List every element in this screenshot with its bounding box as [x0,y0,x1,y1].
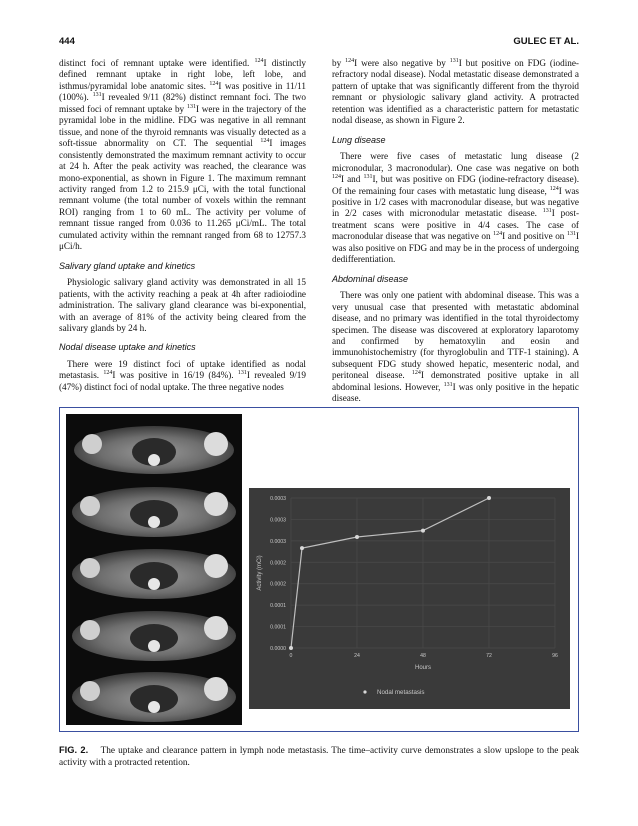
running-header-authors: GULEC ET AL. [513,36,579,47]
y-tick-label: 0.0003 [270,538,286,545]
section-heading: Nodal disease uptake and kinetics [59,342,196,353]
body-paragraph: Physiologic salivary gland activity was demonstrated in all 15 patients, with the activity reaching a peak at 4h after radioiodine administration. The salivary gland clearance was bi-exponential, with an average of 81% of the activity being cleared from the salivary glands by 24 h. [59,277,306,333]
figure-2 [59,407,579,732]
body-paragraph: distinct foci of remnant uptake were identified. $^{124}$I distinctly defined remnant uptake in right lobe, left lobe, and isthmus/pyramidal lobe anatomic sites. $^{124}$I was positive in 11/11 (100%). $^{131}$I revealed 9/11 (82%) distinct remnant foci. The two missed foci of remnant uptake by $^{131}$I were in the trajectory of the pyramidal lobe in the midline. FDG was negative in all remnant tissue, and none of the thyroid remnants was visually detected as a soft-tissue abnormality on CT. The sequential $^{124}$I images consistently demonstrated the maximum remnant activity to occur at 24 h. After the peak activity was reached, the clearance was mono-exponential, as shown in Figure 1. The maximum remnant activity ranged from 1.2 to 215.9 μCi, with the total functional remnant volume (the total number of voxels within the remnant ROI) ranging from 1 to 60 mL. The activity per volume of remnant tissue ranged from 0.036 to 11.265 μCi/mL. The total cumulated activity within the remnant ranged from 68 to 12757.3 μCi/h. [59,57,306,252]
page-number: 444 [59,36,75,47]
data-point [355,535,359,539]
ct-scan-stack [66,414,242,725]
ct-slice-2 [72,487,236,537]
y-axis-label: Activity (mCi) [257,555,263,591]
isotope-superscript: 124 [103,370,113,377]
ct-slice-4 [72,611,236,661]
section-heading: Abdominal disease [332,273,409,284]
isotope-superscript: 131 [443,381,453,388]
section-heading: Salivary gland uptake and kinetics [59,260,196,271]
y-tick-label: 0.0001 [270,603,286,610]
isotope-superscript: 124 [549,185,559,192]
isotope-superscript: 124 [260,138,270,145]
body-paragraph: by $^{124}$I were also negative by $^{131}$I but positive on FDG (iodine-refractory nodal disease). Nodal metastatic disease demonstrated a pattern of uptake that was significantly different from the thyroid remnant or physiologic salivary gland activity. A protracted retention was identified as a characteristic pattern for metastatic nodal disease, as shown in Figure 2. [332,57,579,126]
y-tick-label: 0.0001 [270,624,286,631]
ct-slice-3 [72,549,236,599]
data-point [421,529,425,533]
caption-label: FIG. 2. [59,745,89,755]
isotope-superscript: 124 [493,231,503,238]
isotope-superscript: 131 [186,103,196,110]
isotope-superscript: 124 [209,80,219,87]
isotope-superscript: 124 [411,370,421,377]
x-tick-label: 24 [354,653,360,659]
isotope-superscript: 131 [566,231,576,238]
isotope-superscript: 124 [254,57,264,64]
data-point [289,646,293,650]
caption-text: The uptake and clearance pattern in lymph node metastasis. The time–activity curve demonstrates a slow upslope to the peak activity with a protracted retention. [59,746,579,768]
isotope-superscript: 131 [363,174,373,181]
isotope-superscript: 131 [449,57,459,64]
ct-slice-5 [72,672,236,722]
isotope-superscript: 124 [345,57,355,64]
isotope-superscript: 131 [237,370,247,377]
x-tick-label: 0 [289,653,293,659]
body-paragraph: There were five cases of metastatic lung disease (2 micronodular, 3 macronodular). One case was negative on both $^{124}$I and $^{131}$I, but was positive on FDG (iodine-refractory disease). Of the remaining four cases with metastatic lung disease, $^{124}$I was positive in 1/2 cases with macronodular disease, but was negative in 2/2 cases with micronodular metastatic disease. $^{131}$I post-treatment scans were positive in 4/4 cases. The case of macronodular disease that was negative on $^{124}$I and positive on $^{131}$I was also positive on FDG and may be in the process of undergoing dedifferentiation. [332,151,580,265]
figure-caption [59,744,579,769]
data-point [300,546,304,550]
legend-marker [363,690,366,693]
body-paragraph: There was only one patient with abdominal disease. This was a very unusual case that presented with metastatic abdominal disease, and no primary was identified in the total thyroidectomy specimen. The disease was discovered at exploratory laparotomy and confirmed by hematoxylin and eosin and immunohistochemistry (for thyroglobulin and TTF-1 staining). A subsequent FDG study showed hepatic, mesenteric nodal, and peritoneal disease. $^{124}$I demonstrated positive uptake in all abdominal lesions. However, $^{131}$I was only positive in the hepatic disease. [332,290,580,404]
left-text-column [59,58,306,393]
body-paragraph: There were 19 distinct foci of uptake identified as nodal metastasis. $^{124}$I was positive in 16/19 (84%). $^{131}$I revealed 9/19 (47%) distinct foci of nodal uptake. The three negative nodes [59,358,306,392]
y-tick-label: 0.0002 [270,581,286,588]
legend-label: Nodal metastasis [377,689,425,696]
x-tick-label: 96 [552,653,558,659]
x-tick-label: 72 [486,653,492,659]
isotope-superscript: 131 [92,92,102,99]
y-tick-label: 0.0002 [270,560,286,567]
x-axis-label: Hours [414,665,432,671]
y-tick-label: 0.0003 [270,517,286,524]
right-text-column [332,58,579,405]
y-tick-label: 0.0003 [270,496,286,502]
series-line [291,498,489,648]
section-heading: Lung disease [332,134,386,145]
y-tick-label: 0.0000 [270,646,286,652]
isotope-superscript: 124 [332,174,341,181]
time-activity-chart [249,488,570,709]
data-point [487,496,491,500]
ct-scan-images [66,414,242,725]
chart-svg [249,488,570,709]
x-tick-label: 48 [420,653,426,659]
ct-slice-1 [74,426,234,474]
isotope-superscript: 131 [542,208,552,215]
